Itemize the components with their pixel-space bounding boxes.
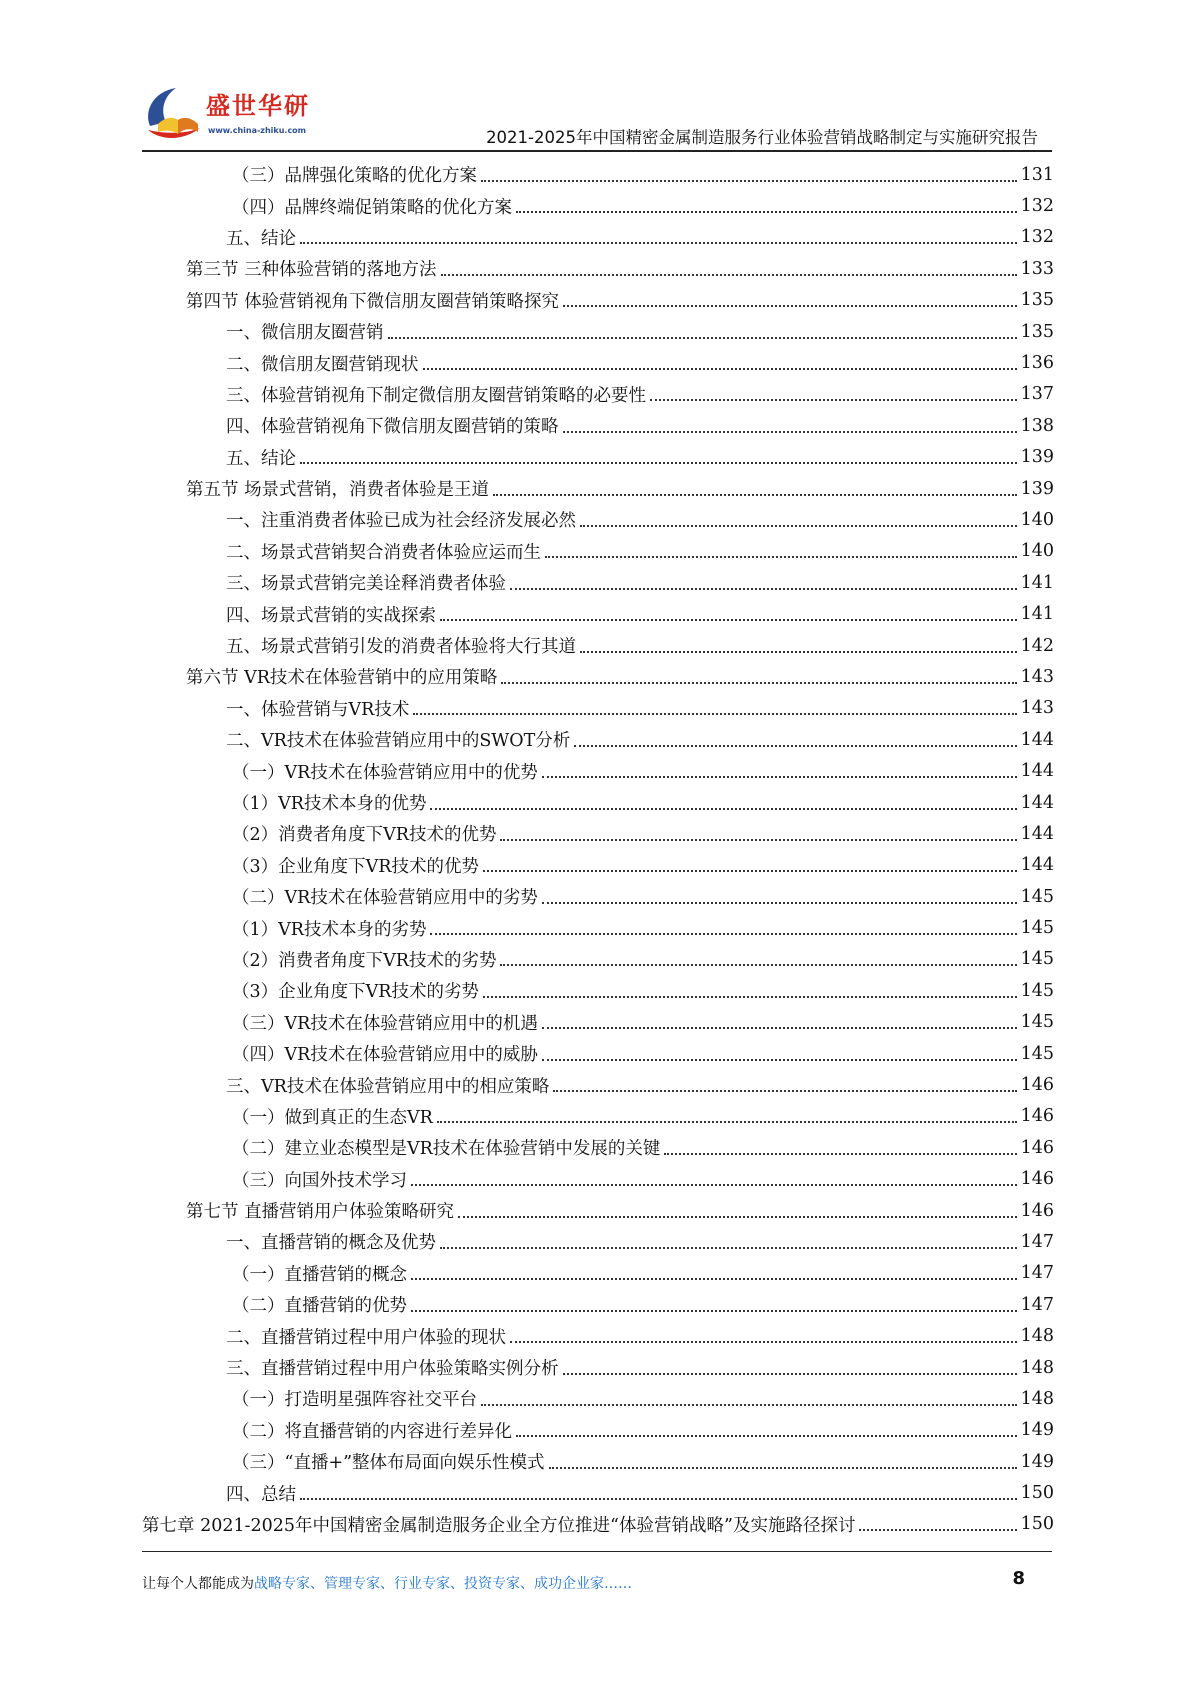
footer-divider bbox=[142, 1551, 1052, 1552]
toc-entry-title: （一）VR技术在体验营销应用中的优势 bbox=[232, 759, 540, 784]
toc-leader-dots bbox=[859, 1529, 1016, 1531]
toc-entry[interactable] bbox=[0, 850, 1191, 881]
toc-entry[interactable] bbox=[0, 1477, 1191, 1508]
toc-entry[interactable] bbox=[0, 347, 1191, 378]
toc-leader-dots bbox=[423, 368, 1017, 370]
toc-leader-dots bbox=[563, 1373, 1017, 1375]
toc-entry-page: 150 bbox=[1020, 1514, 1054, 1535]
header-divider bbox=[142, 150, 1052, 152]
toc-entry-page: 143 bbox=[1020, 698, 1054, 719]
toc-entry-page: 147 bbox=[1020, 1294, 1054, 1315]
toc-leader-dots bbox=[483, 996, 1017, 998]
toc-leader-dots bbox=[549, 1467, 1017, 1469]
toc-entry-page: 149 bbox=[1020, 1420, 1054, 1441]
toc-entry-title: 第三节 三种体验营销的落地方法 bbox=[186, 256, 439, 281]
toc-entry-title: （二）VR技术在体验营销应用中的劣势 bbox=[232, 884, 540, 909]
toc-entry-title: （四）品牌终端促销策略的优化方案 bbox=[232, 194, 514, 219]
toc-entry-title: 三、VR技术在体验营销应用中的相应策略 bbox=[226, 1073, 551, 1098]
toc-leader-dots bbox=[542, 902, 1017, 904]
toc-entry[interactable] bbox=[0, 1446, 1191, 1477]
toc-entry-page: 144 bbox=[1020, 729, 1054, 750]
toc-entry[interactable] bbox=[0, 1164, 1191, 1195]
toc-entry-title: 一、注重消费者体验已成为社会经济发展必然 bbox=[226, 507, 578, 532]
table-of-contents bbox=[0, 159, 1191, 1540]
toc-leader-dots bbox=[650, 399, 1017, 401]
toc-entry-title: 二、场景式营销契合消费者体验应运而生 bbox=[226, 539, 543, 564]
toc-entry[interactable] bbox=[0, 1320, 1191, 1351]
toc-entry-title: 一、体验营销与VR技术 bbox=[226, 696, 411, 721]
toc-entry-title: （2）消费者角度下VR技术的劣势 bbox=[232, 947, 498, 972]
toc-entry[interactable] bbox=[0, 253, 1191, 284]
toc-leader-dots bbox=[580, 651, 1017, 653]
toc-entry-title: （三）VR技术在体验营销应用中的机遇 bbox=[232, 1010, 540, 1035]
toc-entry[interactable] bbox=[0, 1352, 1191, 1383]
toc-entry-title: 五、场景式营销引发的消费者体验将大行其道 bbox=[226, 633, 578, 658]
toc-entry[interactable] bbox=[0, 1101, 1191, 1132]
toc-entry-title: 二、微信朋友圈营销现状 bbox=[226, 351, 421, 376]
toc-entry-page: 147 bbox=[1020, 1231, 1054, 1252]
toc-entry[interactable] bbox=[0, 159, 1191, 190]
toc-entry-title: （3）企业角度下VR技术的优势 bbox=[232, 853, 481, 878]
toc-entry-title: 三、场景式营销完美诠释消费者体验 bbox=[226, 570, 508, 595]
toc-entry-title: 一、直播营销的概念及优势 bbox=[226, 1229, 438, 1254]
toc-entry[interactable] bbox=[0, 1038, 1191, 1069]
toc-entry[interactable] bbox=[0, 1289, 1191, 1320]
toc-entry-page: 146 bbox=[1020, 1075, 1054, 1096]
toc-leader-dots bbox=[545, 556, 1017, 558]
toc-entry-page: 141 bbox=[1020, 604, 1054, 625]
toc-entry[interactable] bbox=[0, 944, 1191, 975]
toc-leader-dots bbox=[500, 964, 1016, 966]
toc-entry-title: 二、直播营销过程中用户体验的现状 bbox=[226, 1324, 508, 1349]
toc-leader-dots bbox=[501, 682, 1016, 684]
toc-leader-dots bbox=[411, 1310, 1017, 1312]
toc-leader-dots bbox=[300, 242, 1017, 244]
toc-leader-dots bbox=[481, 1404, 1017, 1406]
company-logo bbox=[142, 82, 312, 148]
toc-entry-title: （三）“直播+”整体布局面向娱乐性模式 bbox=[232, 1449, 547, 1474]
toc-entry-page: 142 bbox=[1020, 635, 1054, 656]
toc-entry-page: 144 bbox=[1020, 855, 1054, 876]
toc-entry[interactable] bbox=[0, 1195, 1191, 1226]
toc-entry[interactable] bbox=[0, 536, 1191, 567]
slogan-highlight: 战略专家、管理专家、行业专家、投资专家、成功企业家…… bbox=[254, 1576, 632, 1592]
toc-leader-dots bbox=[440, 619, 1017, 621]
toc-entry-title: （三）品牌强化策略的优化方案 bbox=[232, 162, 479, 187]
toc-entry-page: 136 bbox=[1020, 353, 1054, 374]
toc-entry-title: （1）VR技术本身的优势 bbox=[232, 790, 428, 815]
toc-leader-dots bbox=[300, 462, 1017, 464]
document-title: 2021-2025年中国精密金属制造服务行业体验营销战略制定与实施研究报告 bbox=[486, 128, 1038, 147]
toc-leader-dots bbox=[542, 1059, 1017, 1061]
toc-entry[interactable] bbox=[0, 881, 1191, 912]
toc-leader-dots bbox=[437, 1121, 1017, 1123]
toc-leader-dots bbox=[516, 211, 1017, 213]
toc-entry[interactable] bbox=[0, 818, 1191, 849]
toc-entry[interactable] bbox=[0, 1069, 1191, 1100]
toc-entry[interactable] bbox=[0, 630, 1191, 661]
toc-entry[interactable] bbox=[0, 975, 1191, 1006]
toc-entry-page: 147 bbox=[1020, 1263, 1054, 1284]
toc-entry-page: 139 bbox=[1020, 447, 1054, 468]
toc-entry-page: 133 bbox=[1020, 258, 1054, 279]
toc-entry-page: 146 bbox=[1020, 1169, 1054, 1190]
toc-leader-dots bbox=[580, 525, 1017, 527]
toc-entry-page: 145 bbox=[1020, 949, 1054, 970]
toc-entry-page: 141 bbox=[1020, 572, 1054, 593]
toc-leader-dots bbox=[300, 1498, 1017, 1500]
toc-entry[interactable] bbox=[0, 473, 1191, 504]
toc-leader-dots bbox=[411, 1278, 1017, 1280]
toc-entry-page: 150 bbox=[1020, 1483, 1054, 1504]
toc-entry[interactable] bbox=[0, 755, 1191, 786]
toc-entry-page: 145 bbox=[1020, 886, 1054, 907]
logo-url: www.china-zhiku.com bbox=[208, 126, 307, 135]
toc-entry-title: 第五节 场景式营销，消费者体验是王道 bbox=[186, 476, 491, 501]
toc-leader-dots bbox=[542, 776, 1017, 778]
toc-entry-title: 五、结论 bbox=[226, 225, 298, 250]
toc-entry-title: 三、体验营销视角下制定微信朋友圈营销策略的必要性 bbox=[226, 382, 648, 407]
toc-leader-dots bbox=[430, 933, 1016, 935]
toc-entry[interactable] bbox=[0, 1258, 1191, 1289]
toc-leader-dots bbox=[516, 1435, 1017, 1437]
toc-leader-dots bbox=[481, 180, 1017, 182]
page-number: 8 bbox=[1012, 1568, 1025, 1589]
toc-entry-title: 四、总结 bbox=[226, 1481, 298, 1506]
toc-entry-page: 149 bbox=[1020, 1451, 1054, 1472]
toc-entry[interactable] bbox=[0, 567, 1191, 598]
toc-entry-title: 一、微信朋友圈营销 bbox=[226, 319, 386, 344]
toc-entry-title: （四）VR技术在体验营销应用中的威胁 bbox=[232, 1041, 540, 1066]
toc-entry[interactable] bbox=[0, 285, 1191, 316]
toc-entry-title: （一）做到真正的生态VR bbox=[232, 1104, 435, 1129]
toc-entry-page: 135 bbox=[1020, 290, 1054, 311]
logo-name: 盛世华研 bbox=[206, 92, 310, 120]
toc-entry-title: （二）将直播营销的内容进行差异化 bbox=[232, 1418, 514, 1443]
toc-entry-title: （三）向国外技术学习 bbox=[232, 1167, 409, 1192]
toc-leader-dots bbox=[510, 1341, 1017, 1343]
toc-entry[interactable] bbox=[0, 1226, 1191, 1257]
toc-leader-dots bbox=[563, 305, 1017, 307]
toc-entry-page: 140 bbox=[1020, 541, 1054, 562]
toc-leader-dots bbox=[413, 713, 1016, 715]
toc-entry-page: 145 bbox=[1020, 918, 1054, 939]
toc-entry[interactable] bbox=[0, 442, 1191, 473]
toc-entry-title: 第七章 2021-2025年中国精密金属制造服务企业全方位推进“体验营销战略”及实施路径探讨 bbox=[142, 1512, 857, 1537]
toc-entry[interactable] bbox=[0, 787, 1191, 818]
toc-entry-page: 132 bbox=[1020, 227, 1054, 248]
toc-entry[interactable] bbox=[0, 1383, 1191, 1414]
toc-entry-page: 145 bbox=[1020, 980, 1054, 1001]
toc-entry-title: （一）直播营销的概念 bbox=[232, 1261, 409, 1286]
toc-entry[interactable] bbox=[0, 1509, 1191, 1540]
toc-entry[interactable] bbox=[0, 190, 1191, 221]
toc-entry-title: （1）VR技术本身的劣势 bbox=[232, 916, 428, 941]
toc-leader-dots bbox=[440, 1247, 1017, 1249]
toc-entry[interactable] bbox=[0, 661, 1191, 692]
toc-leader-dots bbox=[510, 588, 1017, 590]
toc-leader-dots bbox=[500, 839, 1016, 841]
toc-entry-page: 146 bbox=[1020, 1106, 1054, 1127]
toc-entry[interactable] bbox=[0, 724, 1191, 755]
toc-leader-dots bbox=[493, 494, 1017, 496]
toc-entry[interactable] bbox=[0, 912, 1191, 943]
toc-entry-page: 138 bbox=[1020, 415, 1054, 436]
toc-entry-page: 143 bbox=[1020, 666, 1054, 687]
toc-leader-dots bbox=[458, 1216, 1017, 1218]
toc-entry-page: 144 bbox=[1020, 761, 1054, 782]
toc-entry-title: 第六节 VR技术在体验营销中的应用策略 bbox=[186, 664, 499, 689]
toc-leader-dots bbox=[483, 870, 1017, 872]
toc-entry-page: 148 bbox=[1020, 1388, 1054, 1409]
toc-entry-title: （二）直播营销的优势 bbox=[232, 1292, 409, 1317]
toc-entry-page: 144 bbox=[1020, 792, 1054, 813]
toc-leader-dots bbox=[574, 745, 1016, 747]
toc-entry-page: 146 bbox=[1020, 1137, 1054, 1158]
toc-entry-title: （一）打造明星强阵容社交平台 bbox=[232, 1386, 479, 1411]
toc-entry-title: （二）建立业态模型是VR技术在体验营销中发展的关键 bbox=[232, 1135, 662, 1160]
toc-entry-page: 132 bbox=[1020, 196, 1054, 217]
toc-leader-dots bbox=[430, 808, 1016, 810]
toc-entry-page: 148 bbox=[1020, 1326, 1054, 1347]
toc-entry[interactable] bbox=[0, 379, 1191, 410]
toc-entry[interactable] bbox=[0, 504, 1191, 535]
footer-slogan bbox=[142, 1573, 632, 1593]
slogan-prefix: 让每个人都能成为 bbox=[142, 1576, 254, 1592]
toc-entry[interactable] bbox=[0, 410, 1191, 441]
logo-swoosh-icon bbox=[142, 82, 208, 148]
toc-entry-page: 145 bbox=[1020, 1043, 1054, 1064]
toc-entry-page: 145 bbox=[1020, 1012, 1054, 1033]
toc-entry[interactable] bbox=[0, 598, 1191, 629]
toc-entry-title: 二、VR技术在体验营销应用中的SWOT分析 bbox=[226, 727, 572, 752]
toc-entry-page: 137 bbox=[1020, 384, 1054, 405]
toc-entry-title: （3）企业角度下VR技术的劣势 bbox=[232, 978, 481, 1003]
toc-entry-title: 三、直播营销过程中用户体验策略实例分析 bbox=[226, 1355, 561, 1380]
toc-leader-dots bbox=[563, 431, 1017, 433]
toc-leader-dots bbox=[441, 274, 1017, 276]
toc-entry[interactable] bbox=[0, 693, 1191, 724]
toc-entry-page: 146 bbox=[1020, 1200, 1054, 1221]
toc-leader-dots bbox=[542, 1027, 1017, 1029]
toc-entry-title: 第四节 体验营销视角下微信朋友圈营销策略探究 bbox=[186, 288, 561, 313]
toc-leader-dots bbox=[664, 1153, 1016, 1155]
toc-entry[interactable] bbox=[0, 1007, 1191, 1038]
toc-entry[interactable] bbox=[0, 1132, 1191, 1163]
toc-leader-dots bbox=[553, 1090, 1016, 1092]
toc-leader-dots bbox=[388, 337, 1017, 339]
toc-entry-page: 135 bbox=[1020, 321, 1054, 342]
toc-entry-page: 144 bbox=[1020, 823, 1054, 844]
toc-entry-page: 139 bbox=[1020, 478, 1054, 499]
toc-entry-title: （2）消费者角度下VR技术的优势 bbox=[232, 821, 498, 846]
toc-entry-page: 148 bbox=[1020, 1357, 1054, 1378]
toc-entry-page: 140 bbox=[1020, 509, 1054, 530]
toc-entry[interactable] bbox=[0, 316, 1191, 347]
toc-entry[interactable] bbox=[0, 222, 1191, 253]
toc-entry-title: 第七节 直播营销用户体验策略研究 bbox=[186, 1198, 456, 1223]
toc-entry-title: 四、场景式营销的实战探索 bbox=[226, 602, 438, 627]
toc-entry[interactable] bbox=[0, 1415, 1191, 1446]
toc-leader-dots bbox=[411, 1184, 1017, 1186]
toc-entry-title: 五、结论 bbox=[226, 445, 298, 470]
toc-entry-page: 131 bbox=[1020, 164, 1054, 185]
toc-entry-title: 四、体验营销视角下微信朋友圈营销的策略 bbox=[226, 413, 561, 438]
